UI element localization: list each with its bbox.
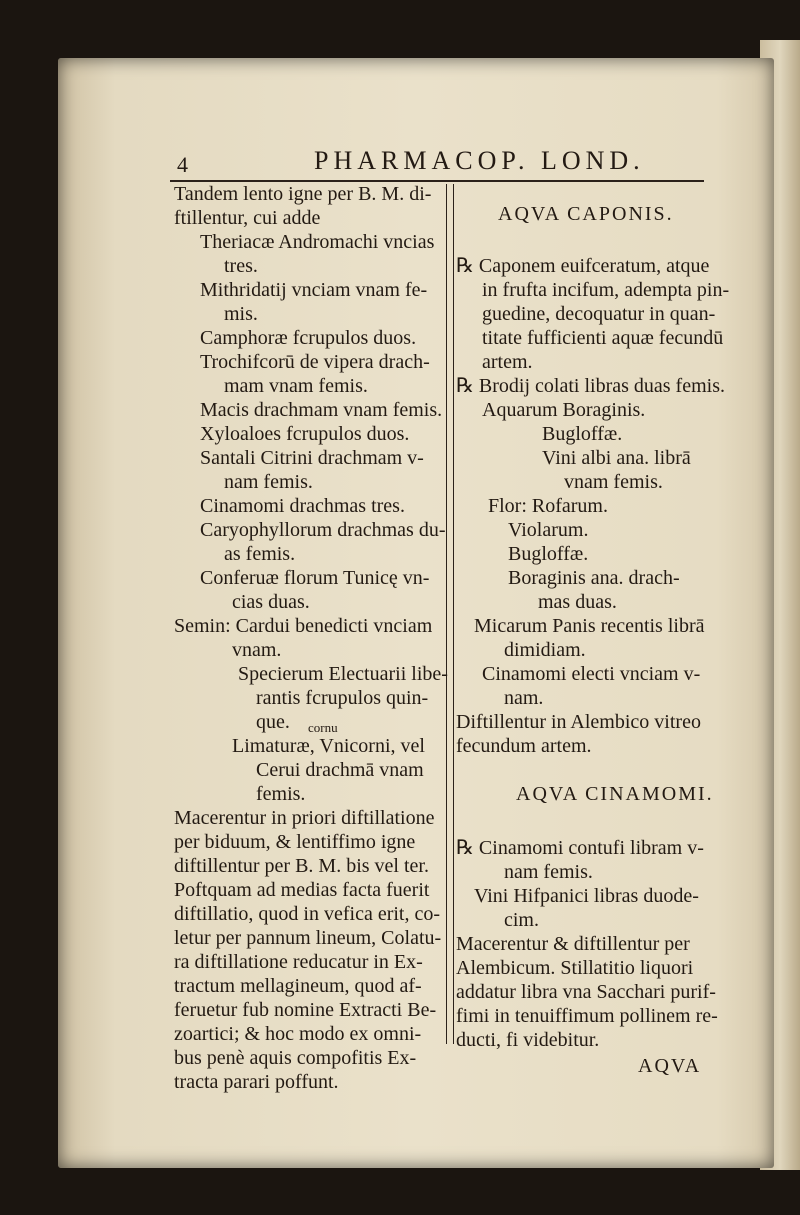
- text-line: fimi in tenuiffimum pollinem re-: [456, 1005, 718, 1027]
- text-line: ra diftillatione reducatur in Ex-: [174, 951, 423, 973]
- text-line: Violarum.: [508, 519, 589, 541]
- text-line: Cerui drachmā vnam: [256, 759, 424, 781]
- text-line: in frufta incifum, adempta pin-: [482, 279, 730, 301]
- text-line: cornu: [308, 720, 338, 735]
- text-line: tractum mellagineum, quod af-: [174, 975, 422, 997]
- text-line: ftillentur, cui adde: [174, 207, 321, 229]
- text-line: nam femis.: [504, 861, 593, 883]
- text-line: Bugloffæ.: [508, 543, 589, 565]
- text-line: Specierum Electuarii libe-: [238, 663, 448, 685]
- text-line: Alembicum. Stillatitio liquori: [456, 957, 694, 979]
- text-line: fecundum artem.: [456, 735, 592, 757]
- text-line: ℞ Brodij colati libras duas femis.: [456, 375, 725, 397]
- text-line: Flor: Rofarum.: [488, 495, 608, 517]
- text-line: Boraginis ana. drach-: [508, 567, 680, 589]
- section-heading: AQVA CINAMOMI.: [516, 783, 714, 805]
- text-line: letur per pannum lineum, Colatu-: [174, 927, 442, 949]
- text-line: artem.: [482, 351, 533, 373]
- text-line: Semin: Cardui benedicti vnciam: [174, 615, 433, 637]
- text-line: Poftquam ad medias facta fuerit: [174, 879, 430, 901]
- column-divider: [446, 184, 454, 1044]
- text-line: addatur libra vna Sacchari purif-: [456, 981, 716, 1003]
- text-line: Aquarum Boraginis.: [482, 399, 646, 421]
- text-line: vnam femis.: [564, 471, 663, 493]
- text-line: feruetur fub nomine Extracti Be-: [174, 999, 437, 1021]
- text-line: Tandem lento igne per B. M. di-: [174, 183, 432, 205]
- text-line: Macis drachmam vnam femis.: [200, 399, 443, 421]
- text-line: Macerentur & diftillentur per: [456, 933, 690, 955]
- text-line: rantis fcrupulos quin-: [256, 687, 429, 709]
- text-line: Caryophyllorum drachmas du-: [200, 519, 446, 541]
- text-line: tres.: [224, 255, 258, 277]
- page-number: 4: [177, 152, 188, 177]
- text-line: Limaturæ, Vnicorni, vel: [232, 735, 425, 757]
- text-line: Vini Hifpanici libras duode-: [474, 885, 699, 907]
- text-line: ducti, fi videbitur.: [456, 1029, 600, 1051]
- text-line: Trochifcorū de vipera drach-: [200, 351, 430, 373]
- text-line: Santali Citrini drachmam v-: [200, 447, 424, 469]
- text-line: mam vnam femis.: [224, 375, 368, 397]
- text-line: Mithridatij vnciam vnam fe-: [200, 279, 428, 301]
- text-line: vnam.: [232, 639, 282, 661]
- text-line: nam.: [504, 687, 544, 709]
- text-line: Diftillentur in Alembico vitreo: [456, 711, 701, 733]
- text-line: mas duas.: [538, 591, 617, 613]
- text-line: femis.: [256, 783, 306, 805]
- text-line: Theriacæ Andromachi vncias: [200, 231, 435, 253]
- text-line: Micarum Panis recentis librā: [474, 615, 705, 637]
- text-line: as femis.: [224, 543, 296, 565]
- text-line: ℞ Cinamomi contufi libram v-: [456, 837, 704, 859]
- text-line: cias duas.: [232, 591, 310, 613]
- text-line: mis.: [224, 303, 258, 325]
- text-line: Cinamomi drachmas tres.: [200, 495, 405, 517]
- text-line: nam femis.: [224, 471, 313, 493]
- text-line: Xyloaloes fcrupulos duos.: [200, 423, 410, 445]
- text-line: Macerentur in priori diftillatione: [174, 807, 435, 829]
- text-line: dimidiam.: [504, 639, 586, 661]
- text-line: Conferuæ florum Tunicę vn-: [200, 567, 430, 589]
- text-line: diftillatio, quod in vefica erit, co-: [174, 903, 441, 925]
- text-line: Camphoræ fcrupulos duos.: [200, 327, 417, 349]
- text-line: Vini albi ana. librā: [542, 447, 691, 469]
- section-heading: AQVA CAPONIS.: [498, 203, 674, 225]
- text-line: que.: [256, 711, 290, 733]
- catchword: AQVA: [638, 1055, 702, 1077]
- text-line: ℞ Caponem euifceratum, atque: [456, 255, 710, 277]
- text-line: guedine, decoquatur in quan-: [482, 303, 716, 325]
- running-title: PHARMACOP. LOND.: [314, 146, 645, 175]
- text-line: zoartici; & hoc modo ex omni-: [174, 1023, 422, 1045]
- text-line: Bugloffæ.: [542, 423, 623, 445]
- text-line: diftillentur per B. M. bis vel ter.: [174, 855, 429, 877]
- text-line: Cinamomi electi vnciam v-: [482, 663, 701, 685]
- text-line: cim.: [504, 909, 539, 931]
- text-line: tracta parari poffunt.: [174, 1071, 339, 1093]
- text-line: per biduum, & lentiffimo igne: [174, 831, 416, 853]
- text-line: titate fufficienti aquæ fecundū: [482, 327, 724, 349]
- text-line: bus penè aquis compofitis Ex-: [174, 1047, 417, 1069]
